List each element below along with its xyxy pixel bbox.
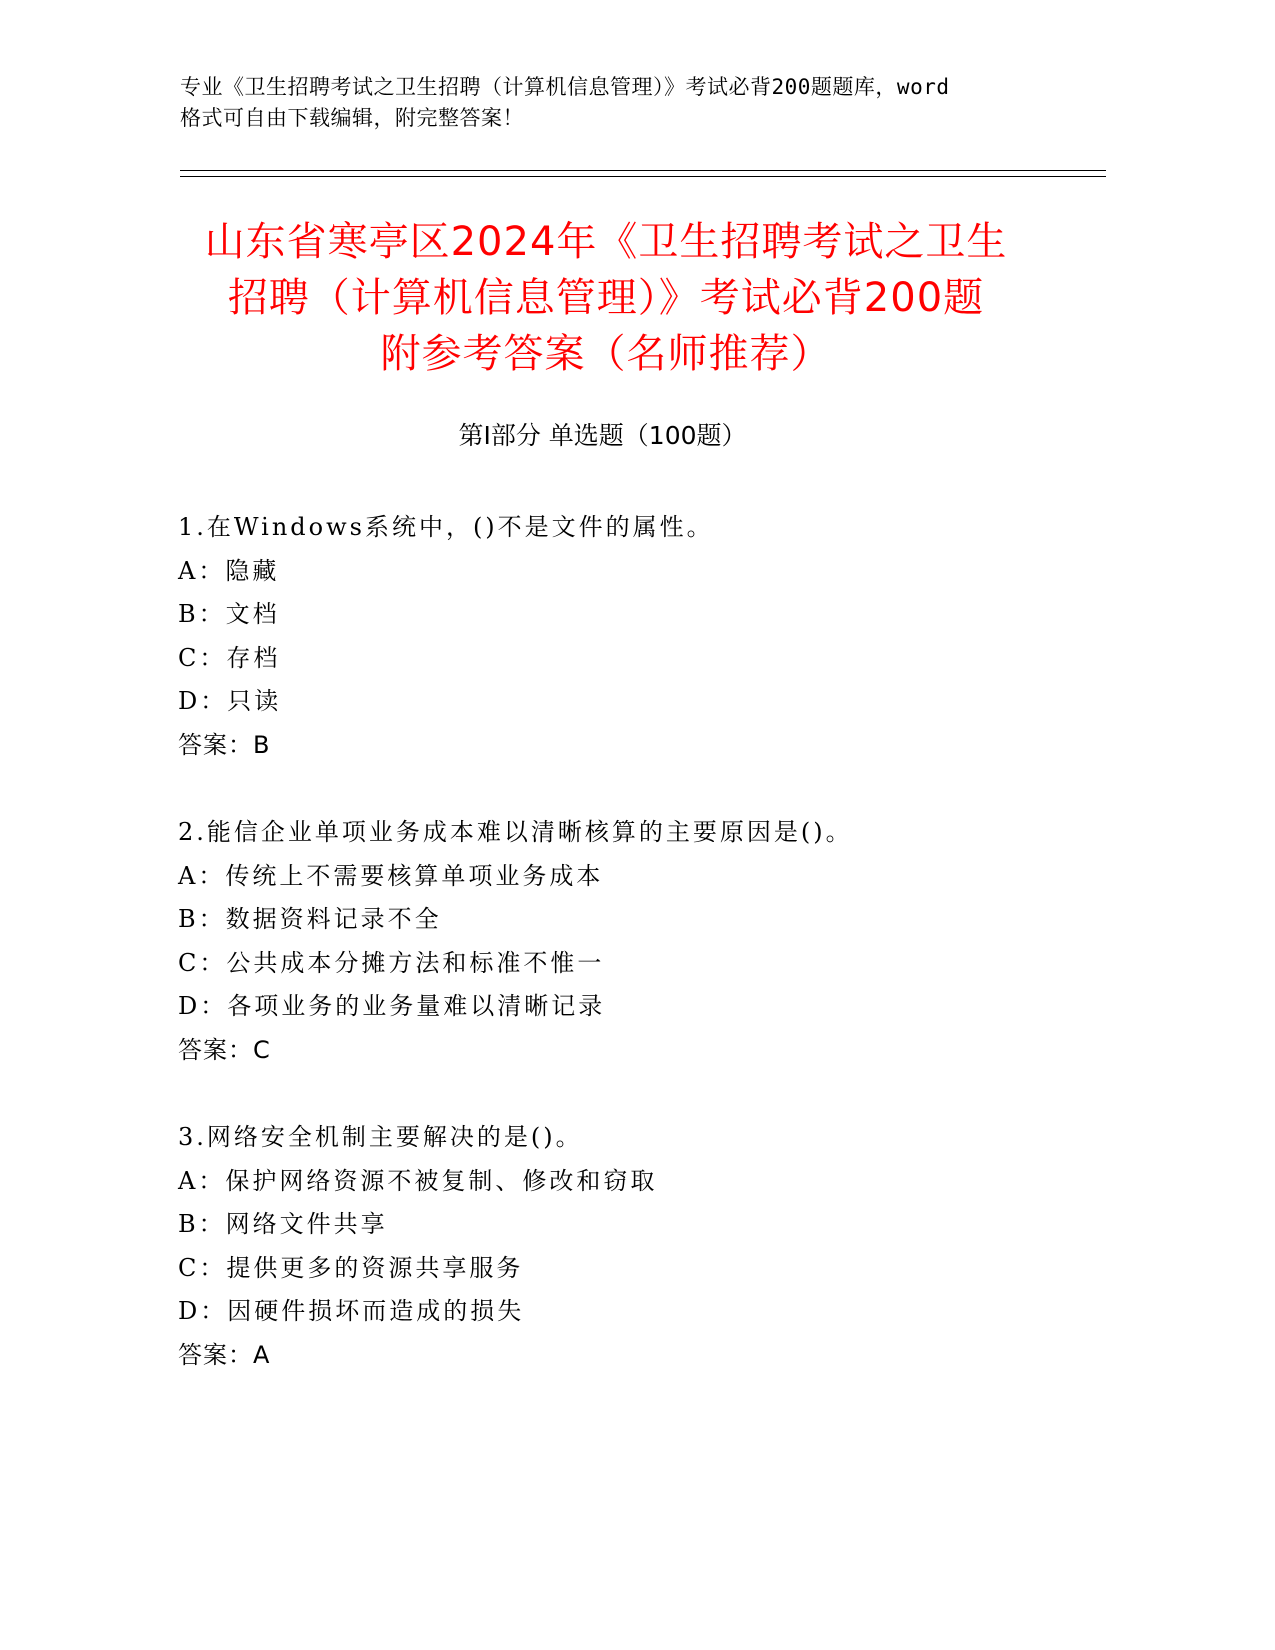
option-d: D：只读 (178, 687, 282, 715)
option-d: D：各项业务的业务量难以清晰记录 (178, 992, 606, 1020)
option-a: A：保护网络资源不被复制、修改和窃取 (178, 1166, 658, 1195)
header-divider-top (180, 170, 1106, 171)
option-a: A：隐藏 (178, 556, 280, 585)
option-d: D：因硬件损坏而造成的损失 (178, 1297, 525, 1325)
title-line-2: 招聘（计算机信息管理）》考试必背200题 (227, 275, 985, 321)
title-line-1: 山东省寒亭区2024年《卫生招聘考试之卫生 (204, 219, 1008, 265)
answer: 答案：C (178, 1035, 271, 1064)
answer: 答案：B (178, 730, 271, 759)
document-title (150, 214, 1062, 382)
question-stem: 3.网络安全机制主要解决的是()。 (178, 1123, 583, 1151)
option-c: C：提供更多的资源共享服务 (178, 1253, 524, 1282)
question-2 (178, 811, 1118, 1072)
header-note-line-1: 专业《卫生招聘考试之卫生招聘（计算机信息管理）》考试必背200题题库，word (180, 75, 950, 99)
title-line-3: 附参考答案（名师推荐） (380, 331, 832, 377)
header-note (180, 72, 1080, 134)
section-heading: 第Ⅰ部分 单选题（100题） (458, 421, 747, 450)
question-stem: 1.在Windows系统中，()不是文件的属性。 (178, 513, 714, 541)
header-divider-bottom (180, 176, 1106, 177)
question-3 (178, 1116, 1118, 1377)
question-stem: 2.能信企业单项业务成本难以清晰核算的主要原因是()。 (178, 818, 853, 846)
question-1 (178, 506, 1118, 767)
option-b: B：文档 (178, 600, 280, 628)
answer: 答案：A (178, 1340, 271, 1369)
option-a: A：传统上不需要核算单项业务成本 (178, 861, 604, 890)
question-list (178, 506, 1118, 1421)
option-c: C：公共成本分摊方法和标准不惟一 (178, 948, 605, 977)
option-c: C：存档 (178, 643, 281, 672)
option-b: B：数据资料记录不全 (178, 905, 442, 933)
option-b: B：网络文件共享 (178, 1210, 388, 1238)
header-note-line-2: 格式可自由下载编辑，附完整答案！ (180, 106, 524, 130)
